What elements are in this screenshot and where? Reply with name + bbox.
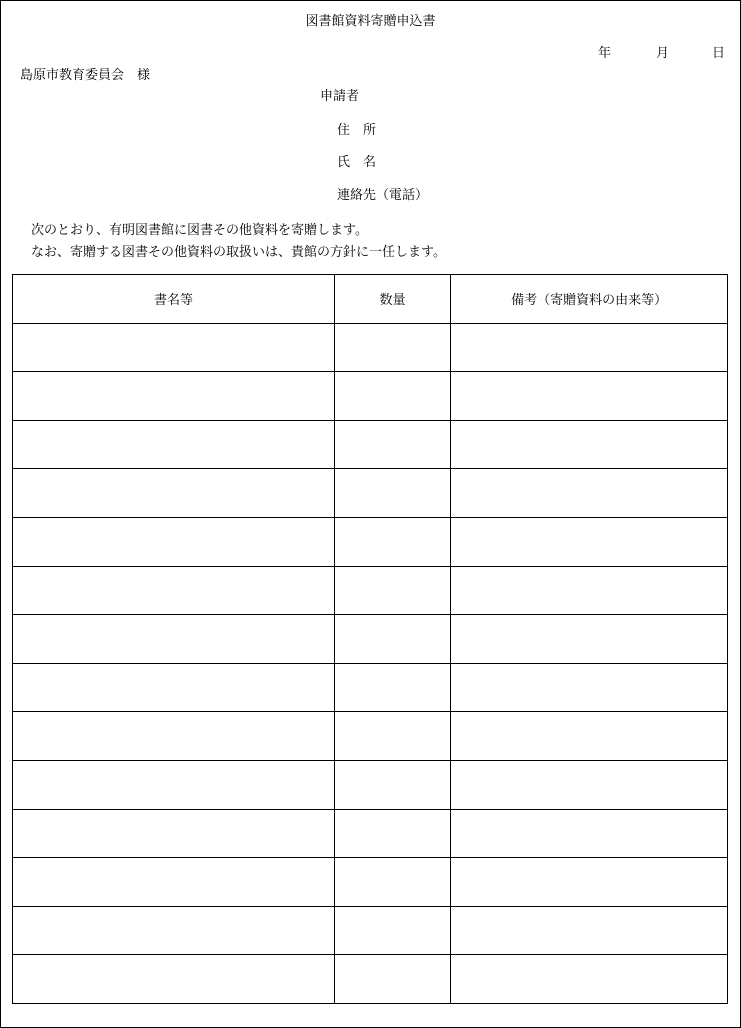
cell-quantity[interactable] [334, 906, 450, 955]
cell-book-title[interactable] [13, 323, 335, 372]
date-year-label: 年 [598, 46, 612, 61]
cell-remarks[interactable] [451, 663, 728, 712]
body-text-line-2: なお、寄贈する図書その他資料の取扱いは、貴館の方針に一任します。 [31, 245, 446, 260]
cell-book-title[interactable] [13, 663, 335, 712]
cell-quantity[interactable] [334, 615, 450, 664]
cell-remarks[interactable] [451, 615, 728, 664]
header-book-title: 書名等 [13, 275, 335, 324]
table-row [13, 955, 728, 1004]
cell-remarks[interactable] [451, 469, 728, 518]
cell-quantity[interactable] [334, 712, 450, 761]
cell-quantity[interactable] [334, 858, 450, 907]
table-row [13, 517, 728, 566]
donation-items-table [12, 274, 728, 1004]
table-row [13, 712, 728, 761]
name-label: 氏 名 [337, 155, 377, 170]
cell-remarks[interactable] [451, 712, 728, 761]
cell-book-title[interactable] [13, 809, 335, 858]
cell-quantity[interactable] [334, 566, 450, 615]
cell-quantity[interactable] [334, 517, 450, 566]
cell-book-title[interactable] [13, 955, 335, 1004]
cell-book-title[interactable] [13, 615, 335, 664]
cell-book-title[interactable] [13, 469, 335, 518]
cell-quantity[interactable] [334, 372, 450, 421]
body-text-line-1: 次のとおり、有明図書館に図書その他資料を寄贈します。 [31, 223, 368, 238]
table-row [13, 760, 728, 809]
table-row [13, 566, 728, 615]
cell-remarks[interactable] [451, 906, 728, 955]
cell-remarks[interactable] [451, 760, 728, 809]
table-row [13, 906, 728, 955]
cell-remarks[interactable] [451, 323, 728, 372]
cell-remarks[interactable] [451, 420, 728, 469]
applicant-label: 申請者 [320, 89, 360, 104]
table-row [13, 420, 728, 469]
table-row [13, 372, 728, 421]
cell-quantity[interactable] [334, 809, 450, 858]
cell-book-title[interactable] [13, 906, 335, 955]
address-label: 住 所 [337, 123, 377, 138]
cell-quantity[interactable] [334, 760, 450, 809]
cell-quantity[interactable] [334, 955, 450, 1004]
table-row [13, 663, 728, 712]
cell-book-title[interactable] [13, 566, 335, 615]
table-row [13, 858, 728, 907]
cell-book-title[interactable] [13, 858, 335, 907]
cell-remarks[interactable] [451, 809, 728, 858]
cell-remarks[interactable] [451, 858, 728, 907]
table-row [13, 615, 728, 664]
header-remarks: 備考（寄贈資料の由来等） [451, 275, 728, 324]
cell-book-title[interactable] [13, 712, 335, 761]
cell-quantity[interactable] [334, 663, 450, 712]
table-row [13, 323, 728, 372]
cell-book-title[interactable] [13, 517, 335, 566]
table-row [13, 469, 728, 518]
cell-quantity[interactable] [334, 420, 450, 469]
table-header-row [13, 275, 728, 324]
cell-quantity[interactable] [334, 323, 450, 372]
addressee: 島原市教育委員会 様 [20, 68, 151, 83]
date-line [598, 46, 725, 62]
form-title: 図書館資料寄贈申込書 [305, 14, 436, 29]
cell-book-title[interactable] [13, 372, 335, 421]
cell-book-title[interactable] [13, 420, 335, 469]
header-quantity: 数量 [334, 275, 450, 324]
cell-quantity[interactable] [334, 469, 450, 518]
contact-label: 連絡先（電話） [337, 188, 429, 203]
cell-remarks[interactable] [451, 517, 728, 566]
cell-remarks[interactable] [451, 955, 728, 1004]
cell-book-title[interactable] [13, 760, 335, 809]
table-row [13, 809, 728, 858]
cell-remarks[interactable] [451, 372, 728, 421]
date-month-label: 月 [656, 46, 670, 61]
cell-remarks[interactable] [451, 566, 728, 615]
date-day-label: 日 [712, 46, 726, 61]
table-body [13, 323, 728, 1003]
